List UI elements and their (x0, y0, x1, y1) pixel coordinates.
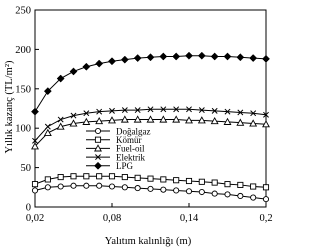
series-line (35, 120, 266, 147)
legend-label: Kömür (116, 135, 142, 145)
y-tick-label: 50 (20, 163, 31, 175)
data-point (160, 53, 167, 60)
data-point (185, 52, 192, 59)
data-point (121, 56, 128, 63)
legend-label: LPG (116, 161, 134, 172)
data-point (211, 53, 218, 60)
data-point (173, 53, 180, 60)
y-tick-label: 0 (25, 202, 31, 214)
series-fuel-oil (32, 116, 269, 149)
series-lpg (31, 52, 269, 115)
data-point (45, 124, 50, 129)
legend-item (86, 161, 134, 171)
data-point (45, 177, 50, 182)
data-point (186, 189, 191, 194)
y-tick-label: 200 (15, 44, 31, 56)
data-point (58, 117, 63, 122)
series-layer (31, 52, 269, 202)
data-point (251, 184, 256, 189)
data-point (70, 68, 77, 75)
data-point (94, 162, 101, 169)
data-point (134, 54, 141, 61)
data-point (250, 54, 257, 61)
data-point (198, 52, 205, 59)
legend-label: Elektrik (116, 152, 145, 163)
data-point (97, 183, 102, 188)
x-tick-label: 0,02 (25, 213, 45, 224)
data-point (108, 58, 115, 65)
x-tick-label: 0,14 (179, 213, 199, 224)
data-point (199, 189, 204, 194)
y-tick-label: 250 (15, 5, 31, 17)
data-point (58, 174, 63, 179)
axes (15, 6, 272, 225)
data-point (97, 174, 102, 179)
x-tick-label: 0,2 (259, 213, 273, 224)
data-point (109, 174, 114, 179)
data-point (95, 137, 100, 142)
data-point (31, 108, 38, 115)
data-point (71, 174, 76, 179)
legend-label: Fuel-oil (116, 143, 145, 154)
data-point (186, 178, 191, 183)
data-point (135, 175, 140, 180)
data-point (135, 185, 140, 190)
data-point (83, 63, 90, 70)
series-line (35, 109, 266, 141)
data-point (32, 188, 37, 193)
data-point (174, 178, 179, 183)
data-point (199, 179, 204, 184)
series-line (35, 56, 266, 112)
data-point (148, 186, 153, 191)
data-point (161, 177, 166, 182)
data-point (58, 184, 63, 189)
data-point (225, 192, 230, 197)
data-point (32, 182, 37, 187)
data-point (237, 54, 244, 61)
data-point (212, 180, 217, 185)
data-point (263, 197, 268, 202)
data-point (238, 193, 243, 198)
data-point (96, 60, 103, 67)
data-point (161, 187, 166, 192)
data-point (45, 130, 51, 136)
data-point (71, 183, 76, 188)
data-point (95, 128, 100, 133)
data-point (122, 185, 127, 190)
data-point (225, 182, 230, 187)
data-point (174, 188, 179, 193)
legend-label: Doğalgaz (116, 126, 151, 137)
data-point (251, 195, 256, 200)
data-point (147, 54, 154, 61)
legend (86, 126, 150, 171)
data-point (109, 184, 114, 189)
y-tick-label: 150 (15, 84, 31, 96)
data-point (262, 55, 269, 62)
x-tick-label: 0,08 (102, 213, 122, 224)
data-point (84, 174, 89, 179)
data-point (148, 176, 153, 181)
x-axis-title: Yalıtım kalınlığı (m) (104, 236, 192, 247)
series-doğalgaz (32, 183, 268, 202)
data-point (212, 191, 217, 196)
y-axis-title: Yıllık kazanç (TL/m²) (4, 60, 15, 154)
data-point (224, 53, 231, 60)
data-point (45, 185, 50, 190)
data-point (122, 174, 127, 179)
y-tick-label: 100 (15, 123, 31, 135)
data-point (84, 183, 89, 188)
data-point (263, 185, 268, 190)
data-point (238, 182, 243, 187)
